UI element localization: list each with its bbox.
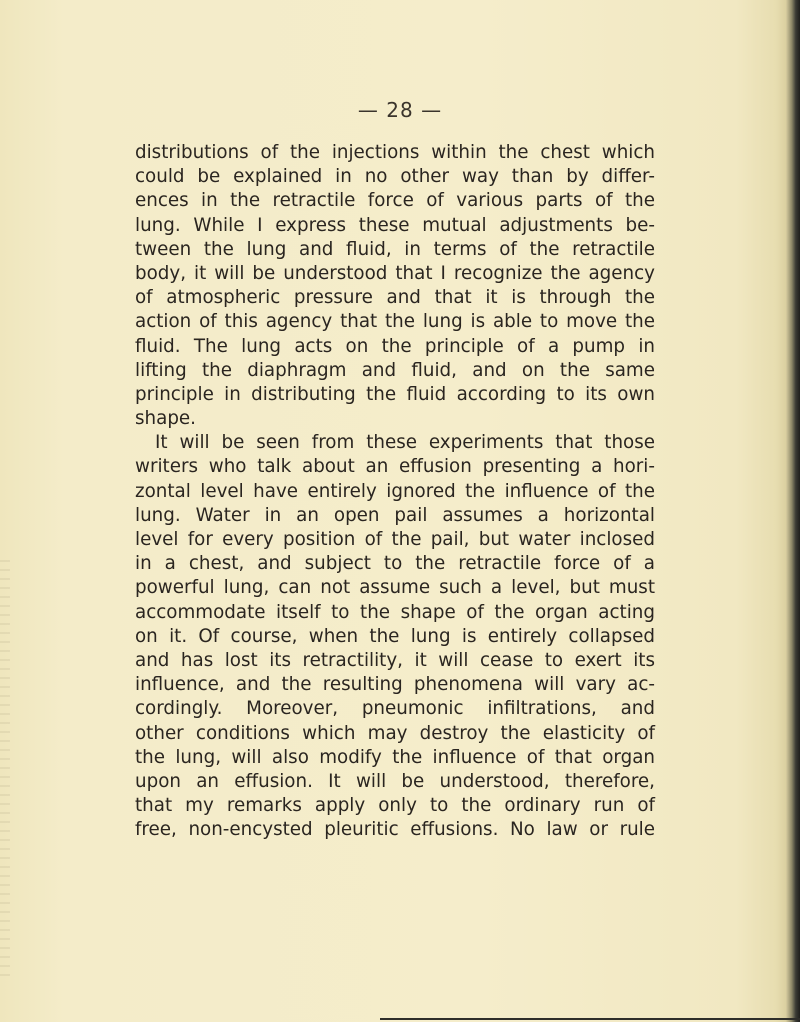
body-text bbox=[135, 141, 655, 842]
page-number: — 28 — bbox=[357, 98, 443, 122]
text-line: lung. While I express these mutual adjustments be- bbox=[135, 214, 655, 236]
text-line: fluid. The lung acts on the principle of a pump in bbox=[135, 335, 655, 357]
text-line: shape. bbox=[135, 408, 196, 430]
text-line: of atmospheric pressure and that it is through the bbox=[135, 287, 655, 309]
text-line: could be explained in no other way than by differ- bbox=[135, 166, 655, 188]
text-line: the lung, will also modify the influence of that organ bbox=[135, 746, 655, 768]
text-line: writers who talk about an effusion presenting a hori- bbox=[135, 456, 655, 478]
text-line: influence, and the resulting phenomena will vary ac- bbox=[135, 674, 655, 696]
text-line: lifting the diaphragm and fluid, and on the same bbox=[135, 359, 655, 381]
text-line: in a chest, and subject to the retractile force of a bbox=[135, 553, 655, 575]
text-line: ences in the retractile force of various parts of the bbox=[135, 190, 655, 212]
text-line: action of this agency that the lung is able to move the bbox=[135, 311, 655, 333]
text-line: It will be seen from these experiments that those bbox=[155, 432, 655, 454]
bottom-edge-line bbox=[380, 1018, 800, 1020]
text-line: other conditions which may destroy the elasticity of bbox=[135, 722, 655, 744]
text-line: lung. Water in an open pail assumes a horizontal bbox=[135, 504, 655, 526]
text-line: powerful lung, can not assume such a level, but must bbox=[135, 577, 655, 599]
text-line: upon an effusion. It will be understood, therefore, bbox=[135, 770, 655, 792]
text-line: body, it will be understood that I recognize the agency bbox=[135, 262, 655, 284]
text-line: distributions of the injections within the chest which bbox=[135, 142, 655, 163]
page-edge-shadow bbox=[786, 0, 800, 1022]
text-line: level for every position of the pail, but water inclosed bbox=[135, 529, 655, 550]
text-line: and has lost its retractility, it will cease to exert its bbox=[135, 649, 655, 671]
text-line: accommodate itself to the shape of the organ acting bbox=[135, 601, 655, 623]
text-line: that my remarks apply only to the ordinary run of bbox=[135, 795, 655, 817]
text-line: free, non-encysted pleuritic effusions. No law or rule bbox=[135, 819, 655, 841]
text-line: on it. Of course, when the lung is entirely collapsed bbox=[135, 625, 655, 647]
text-line: zontal level have entirely ignored the influence of the bbox=[135, 480, 655, 502]
text-line: cordingly. Moreover, pneumonic infiltrations, and bbox=[135, 698, 655, 720]
text-line: principle in distributing the fluid according to its own bbox=[135, 383, 655, 405]
text-line: tween the lung and fluid, in terms of the retractile bbox=[135, 238, 655, 260]
bleed-through-marks bbox=[0, 560, 10, 980]
